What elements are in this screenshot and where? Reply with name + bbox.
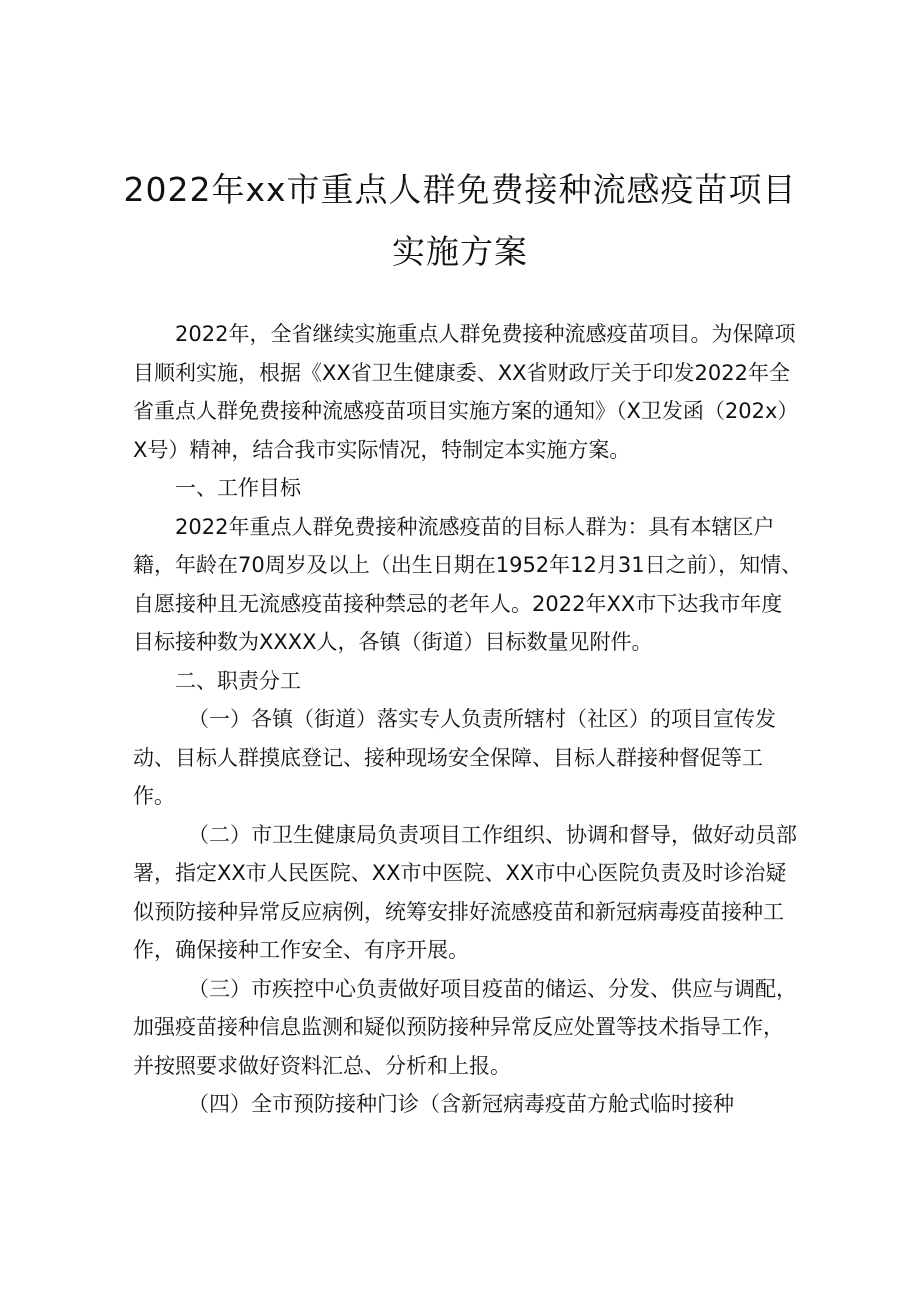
responsibility-item-4: （四）全市预防接种门诊（含新冠病毒疫苗方舱式临时接种 bbox=[188, 1092, 734, 1116]
document-title-line1: 2022年xx市重点人群免费接种流感疫苗项目 bbox=[123, 170, 797, 209]
goals-paragraph: 2022年重点人群免费接种流感疫苗的目标人群为：具有本辖区户籍，年龄在70周岁及以上（出生日期在1952年12月31日之前），知情、自愿接种且无流感疫苗接种禁忌的老年人。2022年XX市下达我市年度目标接种数为XXXX人，各镇（街道）目标数量见附件。 bbox=[133, 514, 803, 654]
intro-paragraph: 2022年，全省继续实施重点人群免费接种流感疫苗项目。为保障项目顺利实施，根据《XX省卫生健康委、XX省财政厅关于印发2022年全省重点人群免费接种流感疫苗项目实施方案的通知》（X卫发函（202x）X号）精神，结合我市实际情况，特制定本实施方案。 bbox=[133, 322, 799, 462]
document-body bbox=[133, 315, 803, 1124]
section-heading-responsibilities: 二、职责分工 bbox=[175, 668, 301, 693]
responsibility-item-1: （一）各镇（街道）落实专人负责所辖村（社区）的项目宣传发动、目标人群摸底登记、接种现场安全保障、目标人群接种督促等工作。 bbox=[133, 707, 776, 808]
section-heading-goals: 一、工作目标 bbox=[175, 476, 301, 500]
responsibility-item-3: （三）市疾控中心负责做好项目疫苗的储运、分发、供应与调配，加强疫苗接种信息监测和疑似预防接种异常反应处置等技术指导工作，并按照要求做好资料汇总、分析和上报。 bbox=[133, 976, 797, 1078]
document-title-line2: 实施方案 bbox=[392, 232, 528, 271]
responsibility-item-2: （二）市卫生健康局负责项目工作组织、协调和督导，做好动员部署，指定XX市人民医院、XX市中医院、XX市中心医院负责及时诊治疑似预防接种异常反应病例，统筹安排好流感疫苗和新冠病毒疫苗接种工作，确保接种工作安全、有序开展。 bbox=[133, 822, 797, 962]
